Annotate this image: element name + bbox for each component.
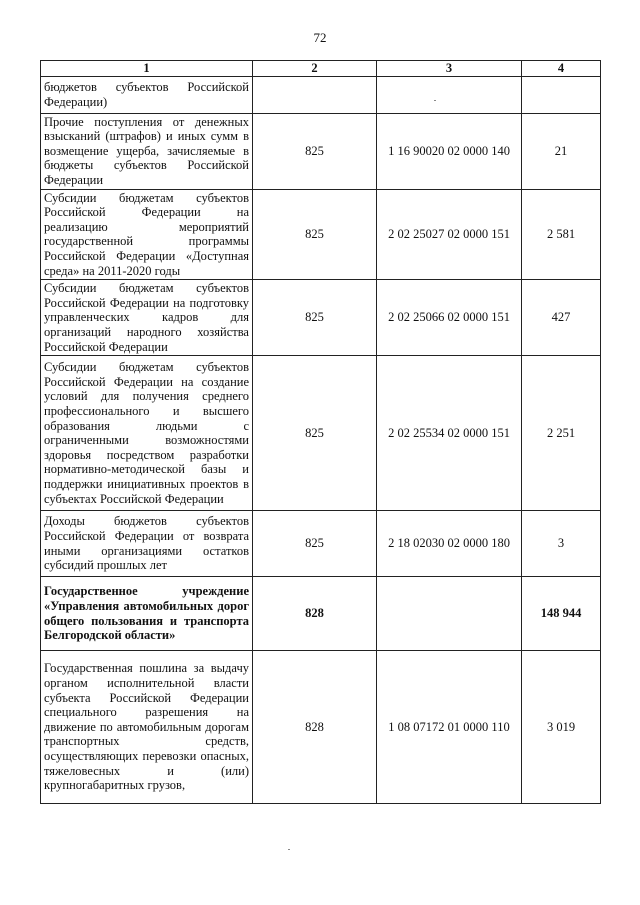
amount-cell: 3 (522, 511, 601, 577)
kbk-code-cell: 1 08 07172 01 0000 110 (377, 651, 522, 804)
amount-cell: 2 581 (522, 189, 601, 280)
scan-speck (288, 849, 290, 850)
table-row (41, 189, 601, 280)
admin-code-cell (253, 76, 377, 113)
kbk-code-cell (377, 577, 522, 651)
revenue-name-cell: Субсидии бюджетам субъектов Российской Федерации на реализацию мероприятий государственной программы Российской Федерации «Доступная среда» на 2011-2020 годы (41, 189, 253, 280)
kbk-code-cell (377, 76, 522, 113)
page-number: 72 (313, 30, 327, 45)
table-body (41, 76, 601, 804)
column-header: 2 (253, 61, 377, 77)
table-row (41, 356, 601, 511)
revenue-name-cell: Субсидии бюджетам субъектов Российской Федерации на подготовку управленческих кадров для организаций народного хозяйства Российской Федерации (41, 280, 253, 356)
table-row (41, 280, 601, 356)
scan-speck (434, 100, 436, 101)
table-row (41, 113, 601, 189)
admin-code-cell: 825 (253, 356, 377, 511)
table-row (41, 577, 601, 651)
amount-cell: 3 019 (522, 651, 601, 804)
admin-code-cell: 825 (253, 280, 377, 356)
kbk-code-cell: 2 18 02030 02 0000 180 (377, 511, 522, 577)
admin-code-cell: 828 (253, 651, 377, 804)
revenue-name-cell: бюджетов субъектов Российской Федерации) (41, 76, 253, 113)
kbk-code-cell: 2 02 25066 02 0000 151 (377, 280, 522, 356)
admin-code-cell: 825 (253, 113, 377, 189)
table-row (41, 651, 601, 804)
revenue-name-cell: Государственное учреждение «Управления автомобильных дорог общего пользования и транспорта Белгородской области» (41, 577, 253, 651)
column-header: 4 (522, 61, 601, 77)
admin-code-cell: 825 (253, 511, 377, 577)
amount-cell (522, 76, 601, 113)
revenue-name-cell: Прочие поступления от денежных взысканий (штрафов) и иных сумм в возмещение ущерба, зачисляемые в бюджеты субъектов Российской Федерации (41, 113, 253, 189)
admin-code-cell: 828 (253, 577, 377, 651)
kbk-code-cell: 2 02 25534 02 0000 151 (377, 356, 522, 511)
table-row (41, 76, 601, 113)
revenue-name-cell: Государственная пошлина за выдачу органом исполнительной власти субъекта Российской Федерации специального разрешения на движение по автомобильным дорогам транспортных средств, осуществляющих перевозки опасных, тяжеловесных и (или) крупногабаритных грузов, (41, 651, 253, 804)
kbk-code-cell: 1 16 90020 02 0000 140 (377, 113, 522, 189)
revenue-name-cell: Доходы бюджетов субъектов Российской Федерации от возврата иными организациями остатков субсидий прошлых лет (41, 511, 253, 577)
amount-cell: 148 944 (522, 577, 601, 651)
kbk-code-cell: 2 02 25027 02 0000 151 (377, 189, 522, 280)
admin-code-cell: 825 (253, 189, 377, 280)
amount-cell: 427 (522, 280, 601, 356)
column-number-header-row (41, 61, 601, 77)
revenue-table (40, 60, 601, 804)
column-header: 1 (41, 61, 253, 77)
column-header: 3 (377, 61, 522, 77)
amount-cell: 2 251 (522, 356, 601, 511)
revenue-name-cell: Субсидии бюджетам субъектов Российской Федерации на создание условий для получения среднего профессионального и высшего образования людьми с ограниченными возможностями здоровья посредством разработки нормативно-методической базы и поддержки инициативных проектов в субъектах Российской Федерации (41, 356, 253, 511)
amount-cell: 21 (522, 113, 601, 189)
table-row (41, 511, 601, 577)
